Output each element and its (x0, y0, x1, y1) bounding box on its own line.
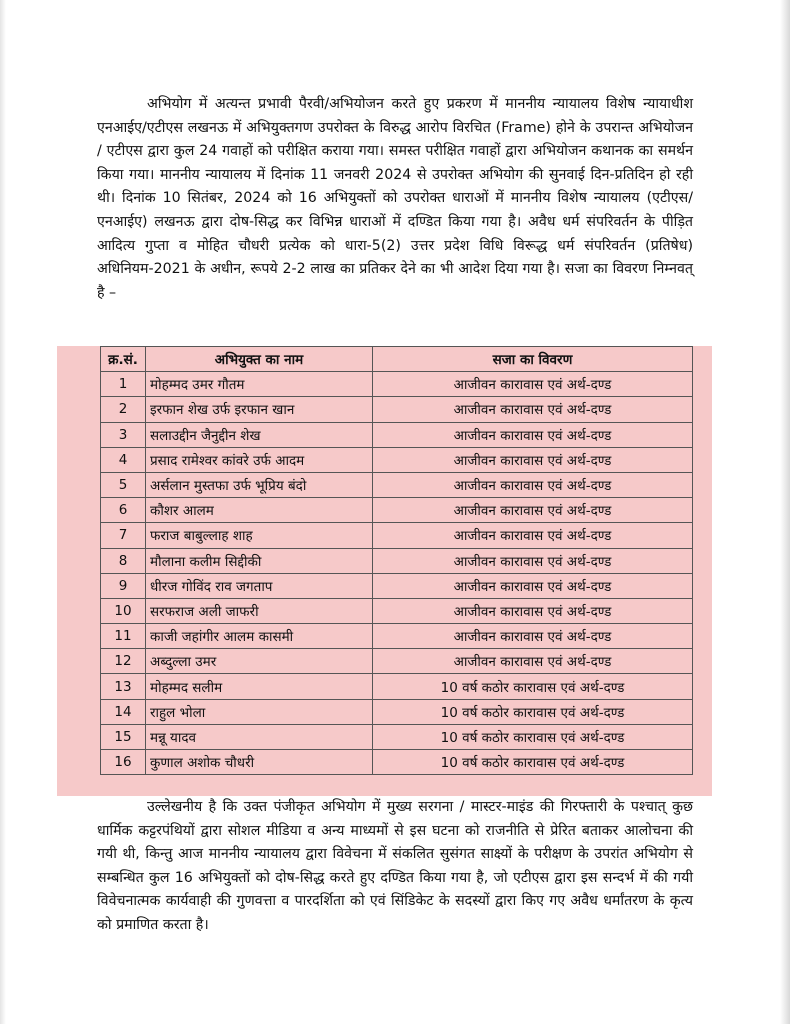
page-edge-left (0, 0, 6, 1024)
table-row (101, 498, 693, 523)
row-accused-name: सलाउद्दीन जैनुद्दीन शेख (146, 422, 373, 447)
row-serial: 7 (101, 523, 146, 548)
header-accused-name: अभियुक्त का नाम (146, 347, 373, 372)
row-accused-name: फराज बाबुल्लाह शाह (146, 523, 373, 548)
row-sentence: आजीवन कारावास एवं अर्थ-दण्ड (373, 422, 693, 447)
row-accused-name: कौशर आलम (146, 498, 373, 523)
row-sentence: आजीवन कारावास एवं अर्थ-दण्ड (373, 447, 693, 472)
row-accused-name: धीरज गोविंद राव जगताप (146, 573, 373, 598)
intro-paragraph-text: अभियोग में अत्यन्त प्रभावी पैरवी/अभियोजन करते हुए प्रकरण में माननीय न्यायालय विशेष न्यायाधीश एनआईए/एटीएस लखनऊ में अभियुक्तगण उपरोक्त के विरुद्ध आरोप विरचित (Frame) होने के उपरान्त अभियोजन / एटीएस द्वारा कुल 24 गवाहों को परीक्षित कराया गया। समस्त परीक्षित गवाहों द्वारा अभियोजन कथानक का समर्थन किया गया। माननीय न्यायालय में दिनांक 11 जनवरी 2024 से उपरोक्त अभियोग की सुनवाई दिन-प्रतिदिन हो रही थी। दिनांक 10 सितंबर, 2024 को 16 अभियुक्तों को उपरोक्त धाराओं में माननीय विशेष न्यायालय (एटीएस/एनआईए) लखनऊ द्वारा दोष-सिद्ध कर विभिन्न धाराओं में दण्डित किया गया है। अवैध धर्म संपरिवर्तन के पीड़ित आदित्य गुप्ता व मोहित चौधरी प्रत्येक को धारा-5(2) उत्तर प्रदेश विधि विरूद्ध धर्म संपरिवर्तन (प्रतिषेध) अधिनियम-2021 के अधीन, रूपये 2-2 लाख का प्रतिकर देने का भी आदेश दिया गया है। सजा का विवरण निम्नवत् है – (97, 96, 693, 301)
row-accused-name: मोहम्मद उमर गौतम (146, 372, 373, 397)
row-sentence: आजीवन कारावास एवं अर्थ-दण्ड (373, 472, 693, 497)
row-accused-name: मन्नू यादव (146, 724, 373, 749)
table-row (101, 598, 693, 623)
row-serial: 13 (101, 674, 146, 699)
row-accused-name: प्रसाद रामेश्वर कांवरे उर्फ आदम (146, 447, 373, 472)
closing-paragraph (97, 796, 693, 938)
row-sentence: आजीवन कारावास एवं अर्थ-दण्ड (373, 397, 693, 422)
row-sentence: आजीवन कारावास एवं अर्थ-दण्ड (373, 624, 693, 649)
row-serial: 2 (101, 397, 146, 422)
intro-paragraph (97, 93, 693, 305)
row-accused-name: राहुल भोला (146, 699, 373, 724)
row-accused-name: काजी जहांगीर आलम कासमी (146, 624, 373, 649)
row-serial: 10 (101, 598, 146, 623)
row-serial: 1 (101, 372, 146, 397)
row-sentence: 10 वर्ष कठोर कारावास एवं अर्थ-दण्ड (373, 699, 693, 724)
row-sentence: आजीवन कारावास एवं अर्थ-दण्ड (373, 649, 693, 674)
table-row (101, 674, 693, 699)
row-accused-name: सरफराज अली जाफरी (146, 598, 373, 623)
header-serial: क्र.सं. (101, 347, 146, 372)
row-accused-name: कुणाल अशोक चौधरी (146, 750, 373, 775)
table-row (101, 523, 693, 548)
table-row (101, 422, 693, 447)
row-serial: 4 (101, 447, 146, 472)
row-serial: 5 (101, 472, 146, 497)
row-serial: 11 (101, 624, 146, 649)
row-accused-name: अर्सलान मुस्तफा उर्फ भूप्रिय बंदो (146, 472, 373, 497)
row-sentence: 10 वर्ष कठोर कारावास एवं अर्थ-दण्ड (373, 674, 693, 699)
table-header-row (101, 347, 693, 372)
row-sentence: 10 वर्ष कठोर कारावास एवं अर्थ-दण्ड (373, 750, 693, 775)
row-accused-name: इरफान शेख उर्फ इरफान खान (146, 397, 373, 422)
row-accused-name: अब्दुल्ला उमर (146, 649, 373, 674)
row-serial: 12 (101, 649, 146, 674)
row-sentence: 10 वर्ष कठोर कारावास एवं अर्थ-दण्ड (373, 724, 693, 749)
row-serial: 8 (101, 548, 146, 573)
row-sentence: आजीवन कारावास एवं अर्थ-दण्ड (373, 573, 693, 598)
table-row (101, 397, 693, 422)
row-serial: 9 (101, 573, 146, 598)
row-serial: 14 (101, 699, 146, 724)
table-row (101, 372, 693, 397)
row-serial: 16 (101, 750, 146, 775)
closing-paragraph-text: उल्लेखनीय है कि उक्त पंजीकृत अभियोग में मुख्य सरगना / मास्टर-माइंड की गिरफ्तारी के पश्चात् कुछ धार्मिक कट्टरपंथियों द्वारा सोशल मीडिया व अन्य माध्यमों से इस घटना को राजनीति से प्रेरित बताकर आलोचना की गयी थी, किन्तु आज माननीय न्यायालय द्वारा विवेचना में संकलित सुसंगत साक्ष्यों के परीक्षण के उपरांत अभियोग से सम्बन्धित कुल 16 अभियुक्तों को दोष-सिद्ध करते हुए दण्डित किया गया है, जो एटीएस द्वारा इस सन्दर्भ में की गयी विवेचनात्मक कार्यवाही की गुणवत्ता व पारदर्शिता को एवं सिंडिकेट के सदस्यों द्वारा किए गए अवैध धर्मांतरण के कृत्य को प्रमाणित करता है। (97, 799, 693, 933)
row-serial: 6 (101, 498, 146, 523)
row-sentence: आजीवन कारावास एवं अर्थ-दण्ड (373, 372, 693, 397)
row-serial: 3 (101, 422, 146, 447)
table-row (101, 724, 693, 749)
table-row (101, 573, 693, 598)
table-row (101, 447, 693, 472)
table-row (101, 649, 693, 674)
row-sentence: आजीवन कारावास एवं अर्थ-दण्ड (373, 523, 693, 548)
header-sentence: सजा का विवरण (373, 347, 693, 372)
table-row (101, 699, 693, 724)
table-row (101, 750, 693, 775)
row-accused-name: मोहम्मद सलीम (146, 674, 373, 699)
page-edge-right (780, 0, 790, 1024)
sentence-table (100, 346, 693, 775)
table-row (101, 548, 693, 573)
row-sentence: आजीवन कारावास एवं अर्थ-दण्ड (373, 498, 693, 523)
row-sentence: आजीवन कारावास एवं अर्थ-दण्ड (373, 548, 693, 573)
table-row (101, 472, 693, 497)
row-sentence: आजीवन कारावास एवं अर्थ-दण्ड (373, 598, 693, 623)
row-serial: 15 (101, 724, 146, 749)
row-accused-name: मौलाना कलीम सिद्दीकी (146, 548, 373, 573)
table-row (101, 624, 693, 649)
